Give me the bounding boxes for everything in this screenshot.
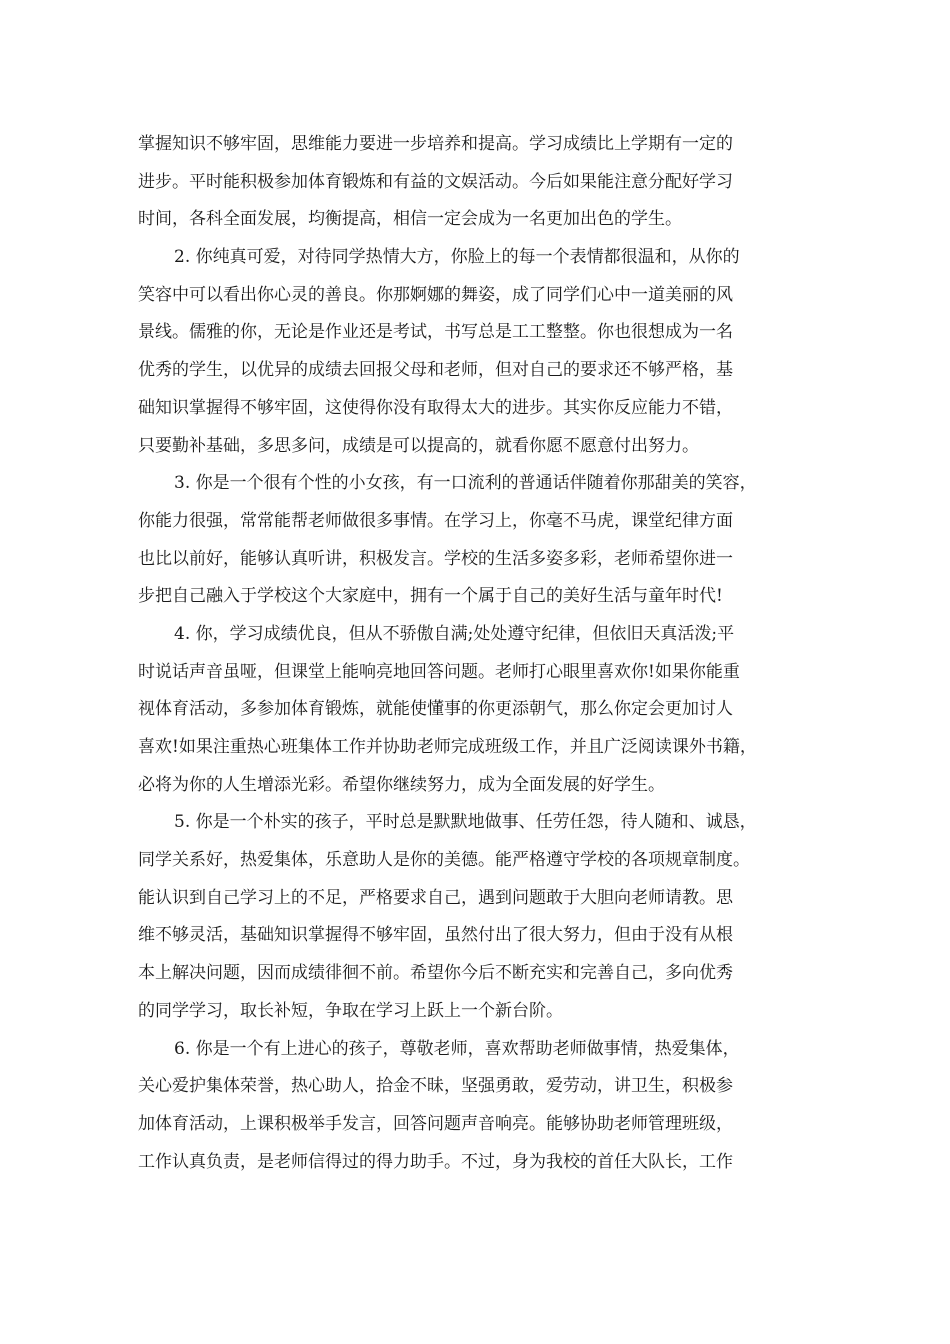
text-line: 笑容中可以看出你心灵的善良。你那婀娜的舞姿，成了同学们心中一道美丽的风 (138, 284, 733, 305)
text-line: 能认识到自己学习上的不足，严格要求自己，遇到问题敢于大胆向老师请教。思 (138, 887, 733, 908)
text-line: 时说话声音虽哑，但课堂上能响亮地回答问题。老师打心眼里喜欢你!如果你能重 (138, 661, 740, 682)
paragraph-start-line: 6. 你是一个有上进心的孩子，尊敬老师，喜欢帮助老师做事情，热爱集体， (174, 1038, 740, 1059)
text-line: 只要勤补基础，多思多问，成绩是可以提高的，就看你愿不愿意付出努力。 (138, 435, 699, 456)
text-line: 景线。儒雅的你，无论是作业还是考试，书写总是工工整整。你也很想成为一名 (138, 322, 733, 343)
text-line: 优秀的学生，以优异的成绩去回报父母和老师，但对自己的要求还不够严格，基 (138, 360, 733, 381)
text-line: 掌握知识不够牢固，思维能力要进一步培养和提高。学习成绩比上学期有一定的 (138, 134, 733, 154)
paragraph-start-line: 4. 你，学习成绩优良，但从不骄傲自满;处处遵守纪律，但依旧天真活泼;平 (174, 623, 735, 644)
paragraph-start-line: 2. 你纯真可爱，对待同学热情大方，你脸上的每一个表情都很温和，从你的 (174, 247, 740, 268)
text-line: 的同学学习，取长补短，争取在学习上跃上一个新台阶。 (138, 1000, 563, 1021)
text-line: 步把自己融入于学校这个大家庭中，拥有一个属于自己的美好生活与童年时代! (138, 586, 723, 607)
text-line: 工作认真负责，是老师信得过的得力助手。不过，身为我校的首任大队长，工作 (138, 1151, 733, 1172)
text-line: 关心爱护集体荣誉，热心助人，拾金不昧，坚强勇敢，爱劳动，讲卫生，积极参 (138, 1076, 733, 1097)
text-line: 加体育活动，上课积极举手发言，回答问题声音响亮。能够协助老师管理班级， (138, 1113, 733, 1134)
text-line: 本上解决问题，因而成绩徘徊不前。希望你今后不断充实和完善自己，多向优秀 (138, 963, 733, 984)
text-line: 进步。平时能积极参加体育锻炼和有益的文娱活动。今后如果能注意分配好学习 (138, 171, 733, 192)
document-body (138, 126, 838, 1181)
text-line: 视体育活动，多参加体育锻炼，就能使懂事的你更添朝气，那么你定会更加讨人 (138, 699, 733, 720)
text-line: 时间，各科全面发展，均衡提高，相信一定会成为一名更加出色的学生。 (138, 209, 682, 230)
paragraph-start-line: 3. 你是一个很有个性的小女孩，有一口流利的普通话伴随着你那甜美的笑容， (174, 473, 757, 494)
text-line: 础知识掌握得不够牢固，这使得你没有取得太大的进步。其实你反应能力不错， (138, 397, 733, 418)
text-line: 必将为你的人生增添光彩。希望你继续努力，成为全面发展的好学生。 (138, 774, 665, 795)
text-line: 也比以前好，能够认真听讲，积极发言。学校的生活多姿多彩，老师希望你进一 (138, 548, 733, 569)
text-line: 维不够灵活，基础知识掌握得不够牢固，虽然付出了很大努力，但由于没有从根 (138, 925, 733, 946)
text-line: 喜欢!如果注重热心班集体工作并协助老师完成班级工作，并且广泛阅读课外书籍， (138, 737, 757, 757)
text-line: 同学关系好，热爱集体，乐意助人是你的美德。能严格遵守学校的各项规章制度。 (138, 850, 750, 871)
paragraph-start-line: 5. 你是一个朴实的孩子，平时总是默默地做事、任劳任怨，待人随和、诚恳， (174, 812, 757, 833)
text-line: 你能力很强，常常能帮老师做很多事情。在学习上，你毫不马虎，课堂纪律方面 (138, 510, 733, 531)
